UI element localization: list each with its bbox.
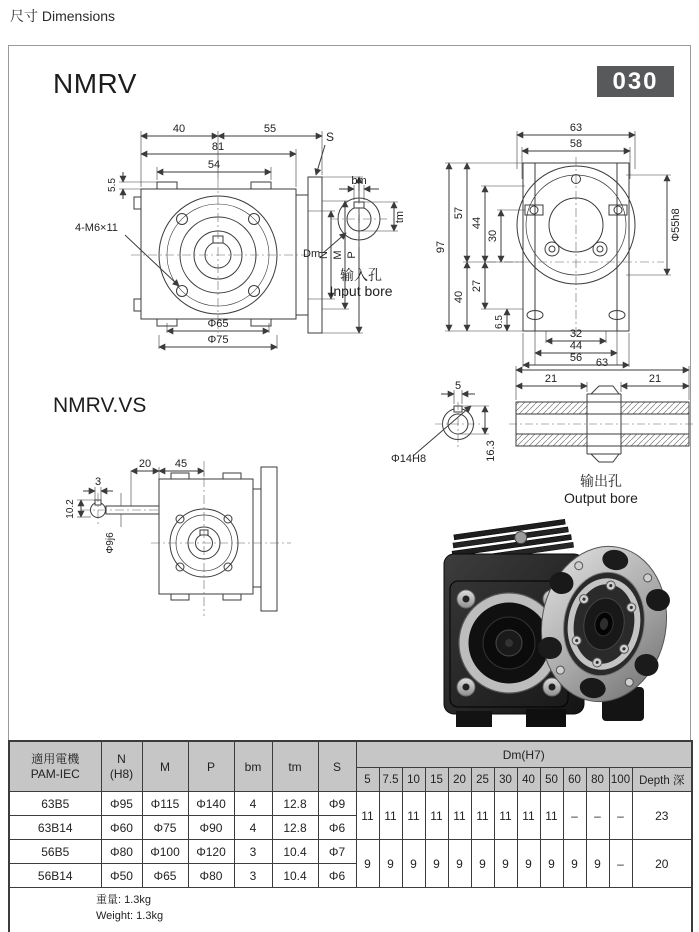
input-bore-label-cn: 输入孔 — [340, 267, 382, 283]
cell-dm: 9 — [425, 840, 448, 888]
col-header-dm-25: 25 — [471, 768, 494, 792]
weight-cn: 重量: 1.3kg — [96, 894, 152, 906]
col-header-depth: Depth 深 — [632, 768, 692, 792]
col-header-p: P — [188, 741, 234, 792]
dim-label-56: 56 — [569, 352, 583, 364]
model-name: NMRV — [53, 68, 137, 99]
cell-p: Φ120 — [188, 840, 234, 864]
cell-p: Φ140 — [188, 792, 234, 816]
cell-bm: 4 — [234, 816, 272, 840]
cell-n: Φ95 — [101, 792, 142, 816]
drawing-panel — [8, 45, 691, 741]
input-bore-drawing — [301, 173, 431, 298]
col-header-pam-line1: 適用電機 — [31, 751, 80, 766]
cell-n: Φ60 — [101, 816, 142, 840]
col-header-n-line2: (H8) — [109, 766, 134, 781]
col-header-m: M — [142, 741, 188, 792]
cell-pam: 63B5 — [9, 792, 101, 816]
cell-dm: 9 — [540, 840, 563, 888]
cell-dm: 11 — [540, 792, 563, 840]
col-header-bm: bm — [234, 741, 272, 792]
dim-label-p: P — [346, 251, 358, 259]
dim-label-55: 55 — [263, 123, 277, 135]
gearbox-photo — [426, 519, 676, 734]
col-header-dm-7-5: 7.5 — [379, 768, 402, 792]
dim-label-40: 40 — [453, 290, 465, 304]
dim-label-phi75: Φ75 — [207, 334, 229, 346]
cell-dm: 11 — [517, 792, 540, 840]
dim-label-54: 54 — [207, 159, 221, 171]
cell-pam: 56B5 — [9, 840, 101, 864]
dim-label-m: M — [332, 250, 344, 260]
cell-depth: 23 — [632, 792, 692, 840]
cell-dm: 9 — [586, 840, 609, 888]
col-header-dm-60: 60 — [563, 768, 586, 792]
size-badge: 030 — [597, 66, 674, 97]
cell-dm: – — [563, 792, 586, 840]
dim-label-bolt: 4-M6×11 — [75, 222, 118, 234]
table-footer-row — [9, 888, 692, 932]
dim-label-58: 58 — [569, 138, 583, 150]
col-header-dm-30: 30 — [494, 768, 517, 792]
dim-label-81: 81 — [211, 141, 225, 153]
cell-dm: 11 — [356, 792, 379, 840]
table-row — [9, 792, 692, 816]
cell-dm: 9 — [517, 840, 540, 888]
cell-s: Φ7 — [318, 840, 356, 864]
dim-label-63b: 63 — [595, 357, 609, 369]
col-header-dm-20: 20 — [448, 768, 471, 792]
cell-tm: 12.8 — [272, 792, 318, 816]
dim-label-21a: 21 — [544, 373, 558, 385]
page-title: 尺寸 Dimensions — [10, 8, 116, 24]
rear-view-drawing — [429, 119, 694, 369]
cell-tm: 10.4 — [272, 840, 318, 864]
dim-label-phi65: Φ65 — [207, 318, 229, 330]
table-row — [9, 840, 692, 864]
dim-label-97: 97 — [435, 240, 447, 254]
col-header-dm-40: 40 — [517, 768, 540, 792]
dim-label-3: 3 — [94, 476, 102, 488]
col-header-pam-line2: PAM-IEC — [30, 766, 80, 781]
cell-m: Φ115 — [142, 792, 188, 816]
dim-label-16-3: 16.3 — [485, 440, 497, 462]
dim-label-44b: 44 — [569, 340, 583, 352]
dim-label-44: 44 — [471, 216, 483, 230]
dim-label-dm: Dm — [303, 248, 321, 260]
cell-dm: – — [586, 792, 609, 840]
col-header-dm-100: 100 — [609, 768, 632, 792]
dim-label-6-5: 6.5 — [494, 315, 505, 329]
cell-dm: 9 — [379, 840, 402, 888]
cell-dm: 11 — [379, 792, 402, 840]
cell-dm: 9 — [448, 840, 471, 888]
dim-label-tm: tm — [394, 210, 406, 224]
dim-label-5-5: 5.5 — [107, 178, 118, 192]
dim-label-40: 40 — [172, 123, 186, 135]
dim-label-45: 45 — [174, 458, 188, 470]
cell-dm: 9 — [356, 840, 379, 888]
col-header-n-line1: N — [117, 751, 126, 766]
col-header-tm: tm — [272, 741, 318, 792]
dim-label-5: 5 — [454, 380, 462, 392]
input-bore-label-en: Input bore — [329, 283, 393, 298]
cell-bm: 4 — [234, 792, 272, 816]
dim-label-57: 57 — [453, 206, 465, 220]
col-header-dm-50: 50 — [540, 768, 563, 792]
cell-dm: 9 — [471, 840, 494, 888]
col-header-dm-15: 15 — [425, 768, 448, 792]
cell-s: Φ6 — [318, 864, 356, 888]
dim-label-27: 27 — [471, 279, 483, 293]
col-header-dm-group: Dm(H7) — [356, 741, 692, 768]
model-name-vs: NMRV.VS — [53, 394, 147, 417]
cell-dm: 11 — [471, 792, 494, 840]
cell-bm: 3 — [234, 864, 272, 888]
cell-n: Φ80 — [101, 840, 142, 864]
cell-dm: 11 — [425, 792, 448, 840]
col-header-dm-80: 80 — [586, 768, 609, 792]
cell-m: Φ100 — [142, 840, 188, 864]
cell-m: Φ75 — [142, 816, 188, 840]
cell-n: Φ50 — [101, 864, 142, 888]
dim-label-phi14h8: Φ14H8 — [391, 453, 427, 465]
cell-s: Φ6 — [318, 816, 356, 840]
cell-dm: 9 — [563, 840, 586, 888]
dim-label-63: 63 — [569, 122, 583, 134]
dim-label-phi9j6: Φ9j6 — [105, 532, 116, 554]
cell-tm: 12.8 — [272, 816, 318, 840]
dim-label-20: 20 — [138, 458, 152, 470]
cell-dm: 11 — [448, 792, 471, 840]
dim-label-phi55h8: Φ55h8 — [670, 208, 682, 242]
cell-depth: 20 — [632, 840, 692, 888]
dim-label-n: N — [318, 251, 330, 259]
cell-bm: 3 — [234, 840, 272, 864]
dim-label-s: S — [325, 130, 335, 144]
col-header-dm-5: 5 — [356, 768, 379, 792]
col-header-dm-10: 10 — [402, 768, 425, 792]
output-bore-drawing — [391, 356, 696, 506]
output-bore-label-cn: 输出孔 — [580, 473, 622, 489]
cell-dm: 9 — [402, 840, 425, 888]
dimension-table — [8, 740, 693, 932]
cell-p: Φ80 — [188, 864, 234, 888]
dim-label-30: 30 — [487, 229, 499, 243]
dim-label-32: 32 — [569, 328, 583, 340]
dim-label-bm: bm — [351, 175, 367, 187]
cell-m: Φ65 — [142, 864, 188, 888]
cell-dm: – — [609, 840, 632, 888]
weight-note — [9, 888, 692, 932]
dim-label-10-2: 10.2 — [65, 499, 76, 519]
cell-pam: 56B14 — [9, 864, 101, 888]
cell-dm: 11 — [494, 792, 517, 840]
col-header-pam-iec — [9, 741, 101, 792]
cell-dm: 11 — [402, 792, 425, 840]
dim-label-21b: 21 — [648, 373, 662, 385]
cell-pam: 63B14 — [9, 816, 101, 840]
cell-s: Φ9 — [318, 792, 356, 816]
output-bore-label-en: Output bore — [564, 490, 638, 506]
vs-view-drawing — [51, 431, 321, 631]
cell-dm: 9 — [494, 840, 517, 888]
col-header-s: S — [318, 741, 356, 792]
cell-dm: – — [609, 792, 632, 840]
weight-en: Weight: 1.3kg — [96, 909, 164, 922]
col-header-n — [101, 741, 142, 792]
cell-tm: 10.4 — [272, 864, 318, 888]
cell-p: Φ90 — [188, 816, 234, 840]
